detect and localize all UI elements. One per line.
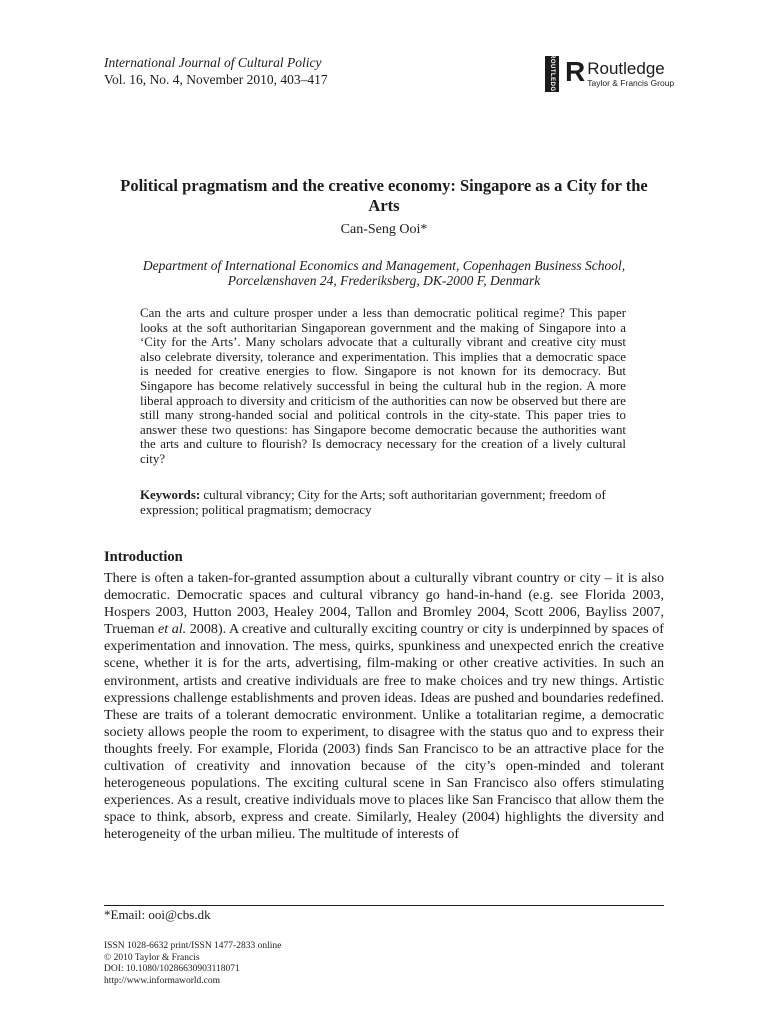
- publisher-logo: [545, 54, 675, 97]
- publication-meta: [104, 941, 281, 988]
- introduction-paragraph: [104, 570, 664, 844]
- section-heading: Introduction: [104, 549, 183, 565]
- footnote-divider: [104, 905, 664, 906]
- author-affiliation: [104, 258, 664, 288]
- publisher-group: Taylor & Francis Group: [587, 78, 675, 88]
- journal-info: [104, 54, 328, 88]
- copyright: © 2010 Taylor & Francis: [104, 952, 200, 963]
- keywords-list: cultural vibrancy; City for the Arts; soft authoritarian government; freedom of expression; political pragmatism; democracy: [140, 488, 606, 517]
- keywords: [140, 488, 626, 518]
- footnote: *Email: ooi@cbs.dk: [104, 907, 211, 922]
- intro-text-part-1: There is often a taken-for-granted assumption about a culturally vibrant country or city – it is also democratic. Democratic spaces and cultural vibrancy go hand-in-hand (e.g. see Florida 2003, Hospers 2003, Hutton 2003, Healey 2004, Tallon and Bromley 2004, Scott 2006, Bayliss 2007, Trueman: [104, 570, 664, 638]
- publisher-name: Routledge: [587, 59, 665, 78]
- doi: DOI: 10.1080/10286630903118071: [104, 964, 240, 975]
- keywords-label: Keywords:: [140, 488, 201, 502]
- logo-letter: R: [565, 56, 586, 87]
- intro-italic: et al.: [157, 621, 187, 638]
- volume-info: Vol. 16, No. 4, November 2010, 403–417: [104, 72, 328, 87]
- article-title: Political pragmatism and the creative economy: Singapore as a City for the Arts: [120, 176, 648, 215]
- routledge-mark-icon: [545, 54, 559, 97]
- affiliation-line-2: Porcelænshaven 24, Frederiksberg, DK-2000 F, Denmark: [227, 273, 541, 288]
- publisher-url: http://www.informaworld.com: [104, 976, 221, 987]
- journal-name: International Journal of Cultural Policy: [104, 55, 322, 70]
- affiliation-line-1: Department of International Economics and Management, Copenhagen Business School,: [142, 258, 626, 273]
- abstract: Can the arts and culture prosper under a less than democratic political regime? This paper looks at the soft authoritarian Singaporean government and the making of Singapore into a ‘City for the Arts’. Many scholars advocate that a culturally vibrant and creative city must also celebrate diversity, tolerance and experimentation. This implies that a democratic space is needed for creative energies to flow. Singapore is not known for its democracy. But Singapore has become relatively successful in being the cultural hub in the region. A more liberal approach to diversity and criticism of the authorities can now be observed but there are still many strong-handed social and political controls in the city-state. This paper tries to answer these two questions: has Singapore become democratic because the authorities want the arts and culture to flourish? Is democracy necessary for the creation of a lively cultural city?: [140, 306, 626, 466]
- intro-text-part-2: 2008). A creative and culturally exciting country or city is underpinned by spaces of experimentation and innovation. The mess, quirks, spunkiness and unexpected enrich the creative scene, whether it is for the arts, advertising, film-making or other creative activities. In such an environment, artists and creative individuals are free to make choices and try new things. Artistic expressions challenge establishments and proven ideas. Ideas are pushed and boundaries redefined. These are traits of a tolerant democratic environment. Unlike a totalitarian regime, a democratic society allows people the room to experiment, to disagree with the status quo and to express their thoughts freely. For example, Florida (2003) finds San Francisco to be an attractive place for the cultivation of creativity and innovation because of the city’s open-minded and tolerant heterogeneous populations. The exciting cultural scene in San Francisco also offers stimulating experiences. As a result, creative individuals move to places like San Francisco that allow them the space to think, absorb, express and create. Similarly, Healey (2004) highlights the diversity and heterogeneity of the urban milieu. The multitude of interests of: [104, 621, 664, 843]
- article-author: Can-Seng Ooi*: [340, 222, 428, 237]
- issn: ISSN 1028-6632 print/ISSN 1477-2833 online: [104, 941, 282, 951]
- publisher-mark-text: ROUTLEDGE: [549, 54, 555, 97]
